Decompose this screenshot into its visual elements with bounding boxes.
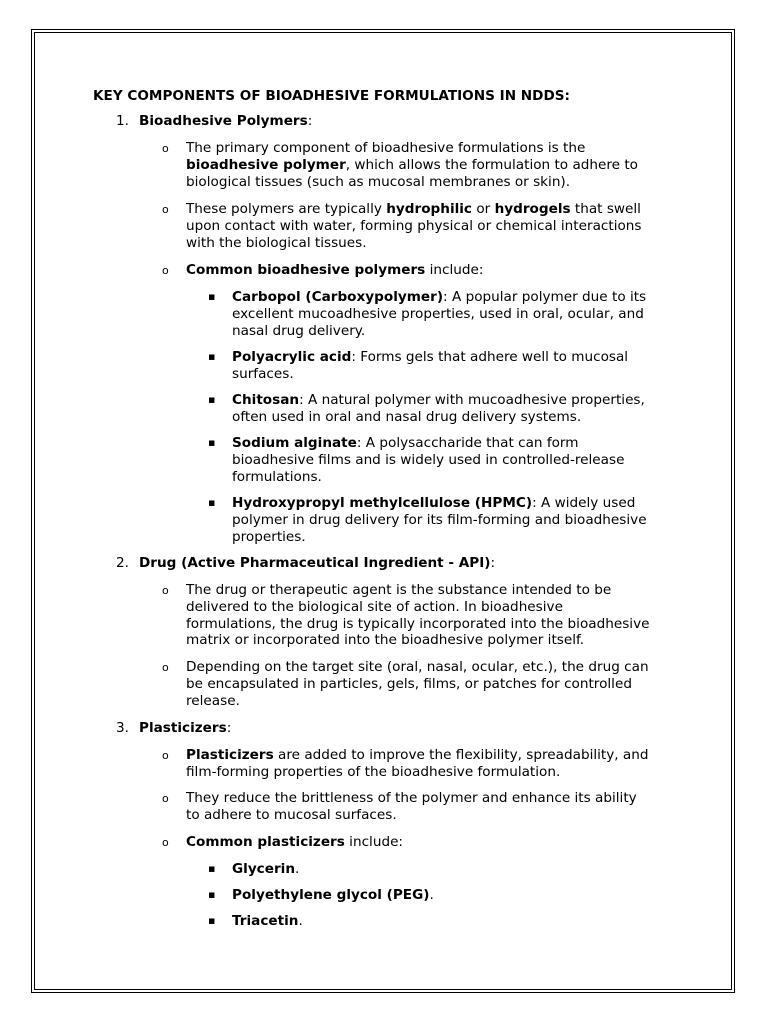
square-bullet-icon: ▪ xyxy=(208,290,216,303)
section-2-heading: 2. Drug (Active Pharmaceutical Ingredient - API): xyxy=(116,555,496,571)
square-bullet-icon: ▪ xyxy=(208,914,216,927)
circle-bullet-icon: o xyxy=(162,836,169,849)
square-bullet-icon: ▪ xyxy=(208,393,216,406)
section-3-heading: 3. Plasticizers: xyxy=(116,720,232,736)
square-bullet-icon: ▪ xyxy=(208,436,216,449)
square-bullet-icon: ▪ xyxy=(208,888,216,901)
circle-bullet-icon: o xyxy=(162,792,169,805)
circle-bullet-icon: o xyxy=(162,203,169,216)
section-1-heading: 1. Bioadhesive Polymers: xyxy=(116,113,313,129)
circle-bullet-icon: o xyxy=(162,661,169,674)
circle-bullet-icon: o xyxy=(162,749,169,762)
circle-bullet-icon: o xyxy=(162,142,169,155)
circle-bullet-icon: o xyxy=(162,584,169,597)
circle-bullet-icon: o xyxy=(162,264,169,277)
square-bullet-icon: ▪ xyxy=(208,862,216,875)
square-bullet-icon: ▪ xyxy=(208,496,216,509)
document-title: KEY COMPONENTS OF BIOADHESIVE FORMULATIONS IN NDDS: xyxy=(93,88,570,104)
square-bullet-icon: ▪ xyxy=(208,350,216,363)
